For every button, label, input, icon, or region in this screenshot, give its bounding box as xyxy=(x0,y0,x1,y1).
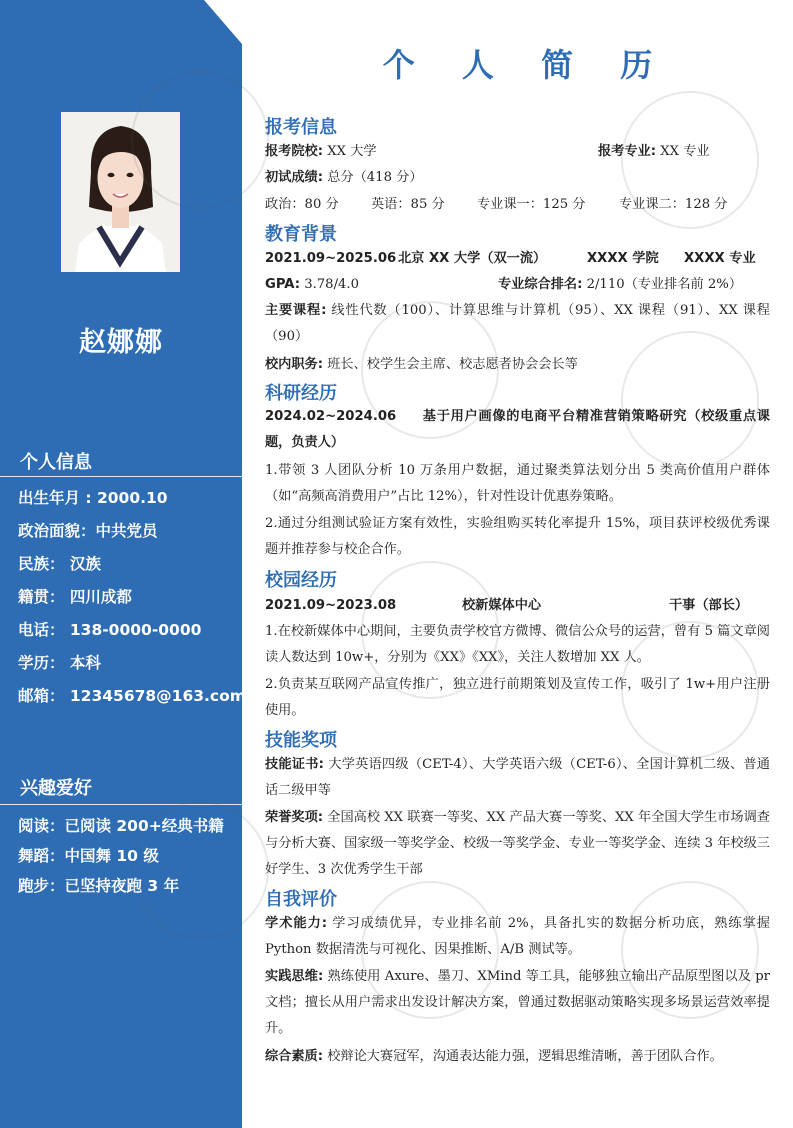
section-self-title: 自我评价 xyxy=(265,889,337,910)
education-duties-label: 校内职务: xyxy=(265,357,324,372)
skills-cert-label: 技能证书: xyxy=(265,757,324,772)
info-email: 邮箱： 12345678@163.com xyxy=(18,687,246,705)
skills-cert xyxy=(265,752,770,804)
education-college: XXXX 学院 xyxy=(587,251,659,266)
campus-item-1: 1.在校新媒体中心期间，主要负责学校官方微博、微信公众号的运营，曾有 5 篇文章阅读人数达到 10w+，分别为《XX》《XX》，关注人数增加 XX 人。 xyxy=(265,624,770,665)
education-period: 2021.09~2025.06 xyxy=(265,251,397,266)
education-courses-value: 线性代数（100）、计算思维与计算机（95）、XX 课程（91）、XX 课程（90） xyxy=(265,303,770,344)
hobbies-title: 兴趣爱好 xyxy=(20,778,92,799)
education-major: XXXX 专业 xyxy=(684,251,756,266)
self-overall-value: 校辩论大赛冠军，沟通表达能力强，逻辑思维清晰，善于团队合作。 xyxy=(323,1049,723,1064)
research-item-2: 2.通过分组测试验证方案有效性，实验组购买转化率提升 15%，项目获评校级优秀课题并推荐参与校企合作。 xyxy=(265,516,770,557)
exam-school-value: XX 大学 xyxy=(323,144,377,159)
education-school: 北京 XX 大学（双一流） xyxy=(398,251,547,266)
research-project: 基于用户画像的电商平台精准营销策略研究（校级重点课题，负责人） xyxy=(265,409,770,450)
candidate-name: 赵娜娜 xyxy=(79,327,163,358)
personal-info-divider xyxy=(0,476,242,477)
self-overall-label: 综合素质: xyxy=(265,1049,324,1064)
exam-school-label: 报考院校: xyxy=(265,144,324,159)
self-practice-label: 实践思维: xyxy=(265,969,324,984)
hobbies-divider xyxy=(0,804,242,805)
campus-role: 干事（部长） xyxy=(669,598,749,613)
hobby-dance: 舞蹈：中国舞 10 级 xyxy=(18,847,159,865)
personal-info-title: 个人信息 xyxy=(20,452,92,473)
section-skills-title: 技能奖项 xyxy=(265,730,337,751)
self-academic-value: 学习成绩优异，专业排名前 2%，具备扎实的数据分析功底，熟练掌握 Python 数据清洗与可视化、因果推断、A/B 测试等。 xyxy=(265,916,770,957)
campus-org: 校新媒体中心 xyxy=(462,598,542,613)
section-education-title: 教育背景 xyxy=(265,224,337,245)
education-duties-value: 班长、校学生会主席、校志愿者协会会长等 xyxy=(323,357,578,372)
skills-honor xyxy=(265,805,770,883)
exam-score-line xyxy=(265,168,770,188)
section-exam-title: 报考信息 xyxy=(265,117,337,138)
education-rank-value: 2/110（专业排名前 2%） xyxy=(582,277,743,292)
exam-major-label: 报考专业: xyxy=(598,144,657,159)
education-duties-line xyxy=(265,355,770,375)
exam-subject-major2: 专业课二：128 分 xyxy=(619,197,728,212)
research-item-1: 1.带领 3 人团队分析 10 万条用户数据，通过聚类算法划分出 5 类高价值用户群体（如“高频高消费用户”占比 12%），针对性设计优惠券策略。 xyxy=(265,463,770,504)
exam-subject-english: 英语：85 分 xyxy=(371,197,445,212)
info-birth: 出生年月 : 2000.10 xyxy=(18,489,168,507)
sidebar-corner-cut xyxy=(204,0,242,44)
campus-item-2: 2.负责某互联网产品宣传推广，独立进行前期策划及宣传工作，吸引了 1w+用户注册使用。 xyxy=(265,677,770,718)
self-practice-value: 熟练使用 Axure、墨刀、XMind 等工具，能够独立输出产品原型图以及 pr 文档；擅长从用户需求出发设计解决方案，曾通过数据驱动策略实现多场景运营效率提升。 xyxy=(265,969,770,1036)
education-courses xyxy=(265,298,770,350)
info-politics: 政治面貌：中共党员 xyxy=(18,522,158,540)
info-hometown: 籍贯： 四川成都 xyxy=(18,588,132,606)
self-practice xyxy=(265,964,770,1042)
exam-major-value: XX 专业 xyxy=(656,144,710,159)
page-title: 个 人 简 历 xyxy=(382,46,671,84)
exam-subject-politics: 政治：80 分 xyxy=(265,197,339,212)
section-research-title: 科研经历 xyxy=(265,383,337,404)
education-gpa-value: 3.78/4.0 xyxy=(300,277,359,292)
sidebar xyxy=(0,0,246,1128)
exam-subject-major1: 专业课一：125 分 xyxy=(477,197,586,212)
education-rank-label: 专业综合排名: xyxy=(498,277,583,292)
self-academic-label: 学术能力: xyxy=(265,916,328,931)
exam-score-label: 初试成绩: xyxy=(265,170,324,185)
education-courses-label: 主要课程: xyxy=(265,303,327,318)
self-overall xyxy=(265,1044,770,1070)
hobby-reading: 阅读：已阅读 200+经典书籍 xyxy=(18,817,224,835)
info-phone: 电话： 138-0000-0000 xyxy=(18,621,202,639)
section-campus-title: 校园经历 xyxy=(265,570,337,591)
exam-score-value: 总分（418 分） xyxy=(323,170,423,185)
campus-period: 2021.09~2023.08 xyxy=(265,598,397,613)
skills-honor-label: 荣誉奖项: xyxy=(265,810,324,825)
education-gpa-label: GPA: xyxy=(265,277,301,292)
research-header xyxy=(265,404,770,456)
hobby-running: 跑步：已坚持夜跑 3 年 xyxy=(18,877,180,895)
main-content xyxy=(265,0,770,1128)
profile-photo xyxy=(61,112,180,272)
skills-honor-value: 全国高校 XX 联赛一等奖、XX 产品大赛一等奖、XX 年全国大学生市场调查与分析大赛、国家级一等奖学金、校级一等奖学金、专业一等奖学金、连续 3 年校级三好学生、3 次优秀学生干部 xyxy=(265,810,770,877)
info-degree: 学历： 本科 xyxy=(18,654,101,672)
self-academic xyxy=(265,911,770,963)
research-period: 2024.02~2024.06 xyxy=(265,409,397,424)
info-ethnicity: 民族： 汉族 xyxy=(18,555,101,573)
skills-cert-value: 大学英语四级（CET-4）、大学英语六级（CET-6）、全国计算机二级、普通话二级甲等 xyxy=(265,757,770,798)
